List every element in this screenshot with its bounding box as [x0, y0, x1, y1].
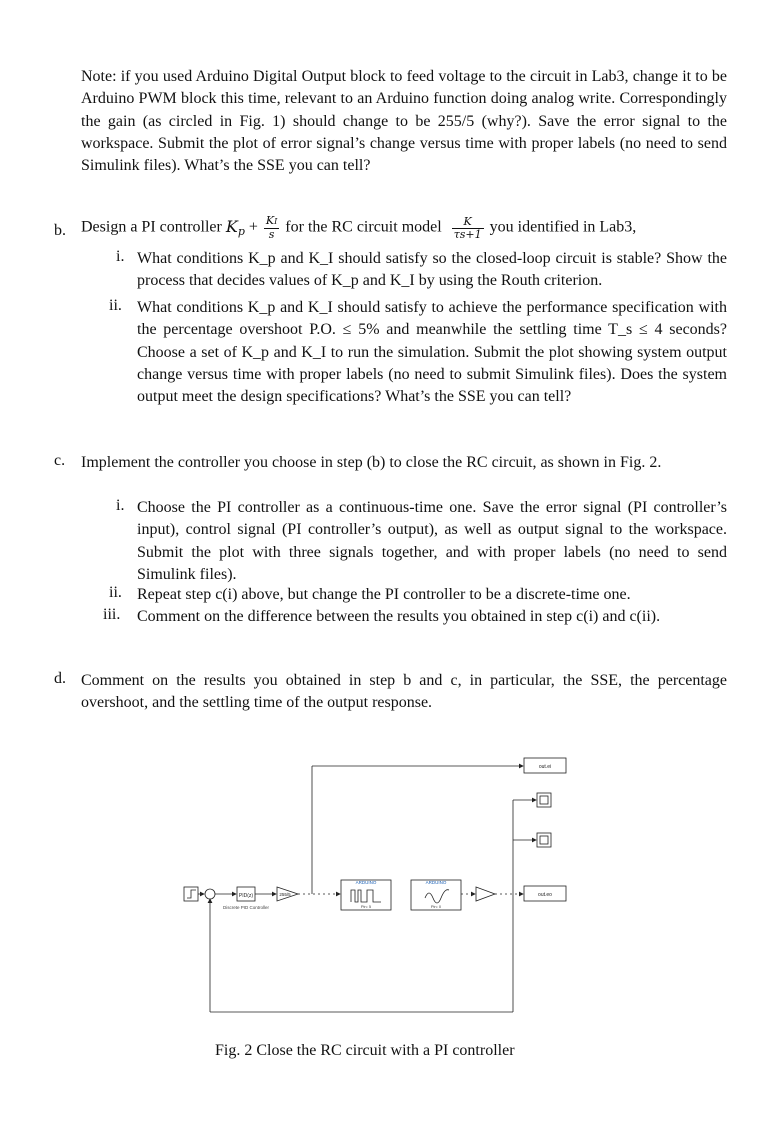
part-c-ii-label: ii. [109, 584, 122, 601]
part-c-label: c. [54, 452, 66, 469]
ain-header: ARDUINO [425, 880, 447, 885]
pwm-header: ARDUINO [355, 880, 377, 885]
ain-caption: Pin: 0 [430, 904, 442, 909]
figure-caption: Fig. 2 Close the RC circuit with a PI controller [215, 1042, 515, 1059]
pwm-caption: Pin: 5 [360, 904, 372, 909]
note-paragraph: Note: if you used Arduino Digital Output block to feed voltage to the circuit in Lab3, change it to be Arduino PWM block this time, relevant to an Arduino function doing analog write. Correspondingly the gain (as circled in Fig. 1) should change to be 255/5 (why?). Save the error signal to the workspace. Submit the plot of error signal’s change versus time with proper labels (no need to send Simulink files). What’s the SSE you can tell? [81, 68, 727, 175]
part-b-label: b. [54, 222, 66, 239]
part-c-iii-label: iii. [103, 606, 121, 623]
part-c-iii-text: Comment on the difference between the results you obtained in step c(i) and c(ii). [137, 608, 661, 625]
scope-block-1 [537, 793, 551, 807]
part-c-ii-text: Repeat step c(i) above, but change the PI controller to be a discrete-time one. [137, 586, 631, 603]
part-b-intro-mid: for the RC circuit model [281, 218, 446, 236]
kp-symbol: $K_p$ [225, 216, 245, 238]
pid-caption: Discrete PID Controller [222, 905, 270, 910]
model-fraction: $\frac{K}{\tau s+1}$ [453, 214, 482, 241]
pid-block-label: PID(z) [238, 893, 254, 899]
part-b-i-text: What conditions K_p and K_I should satisfy so the closed-loop circuit is stable? Show the process that decides values of K_p and K_I by using the Routh criterion. [137, 250, 727, 290]
scope-block-2 [537, 833, 551, 847]
part-c-i-text: Choose the PI controller as a continuous-time one. Save the error signal (PI controller’s input), control signal (PI controller’s output), as well as output signal to the workspace. Submit the plot with three signals together, and with proper labels (no need to send Simulink files). [137, 499, 727, 583]
output-gain-block [476, 887, 495, 901]
part-b-ii-text: What conditions K_p and K_I should satisfy to achieve the performance specification with the percentage overshoot P.O. ≤ 5% and meanwhile the settling time T_s ≤ 4 seconds? Choose a set of K_p and K_I to run the simulation. Submit the plot showing system output change versus time with proper labels (no need to submit Simulink files). Does the system output meet the design specifications? What’s the SSE you can tell? [137, 299, 727, 406]
part-c-text: Implement the controller you choose in step (b) to close the RC circuit, as shown in Fig. 2. [81, 454, 662, 471]
part-b-i-label: i. [116, 248, 125, 265]
top-out-label: out.ei [538, 764, 552, 770]
sum-block [205, 889, 215, 899]
part-b-intro-post: you identified in Lab3, [485, 218, 637, 236]
part-d-label: d. [54, 670, 66, 687]
part-b-intro-pre: Design a PI controller [81, 218, 226, 236]
plus-sign: + [244, 218, 262, 236]
part-b-ii-label: ii. [109, 297, 122, 314]
ki-fraction: $\frac{KI}{s}$ [265, 214, 278, 241]
part-c-i-label: i. [116, 497, 125, 514]
bottom-out-label: out.eo [538, 892, 552, 898]
gain-label: 255/5 [279, 892, 291, 897]
part-d-text: Comment on the results you obtained in step b and c, in particular, the SSE, the percentage overshoot, and the settling time of the output response. [81, 672, 727, 712]
